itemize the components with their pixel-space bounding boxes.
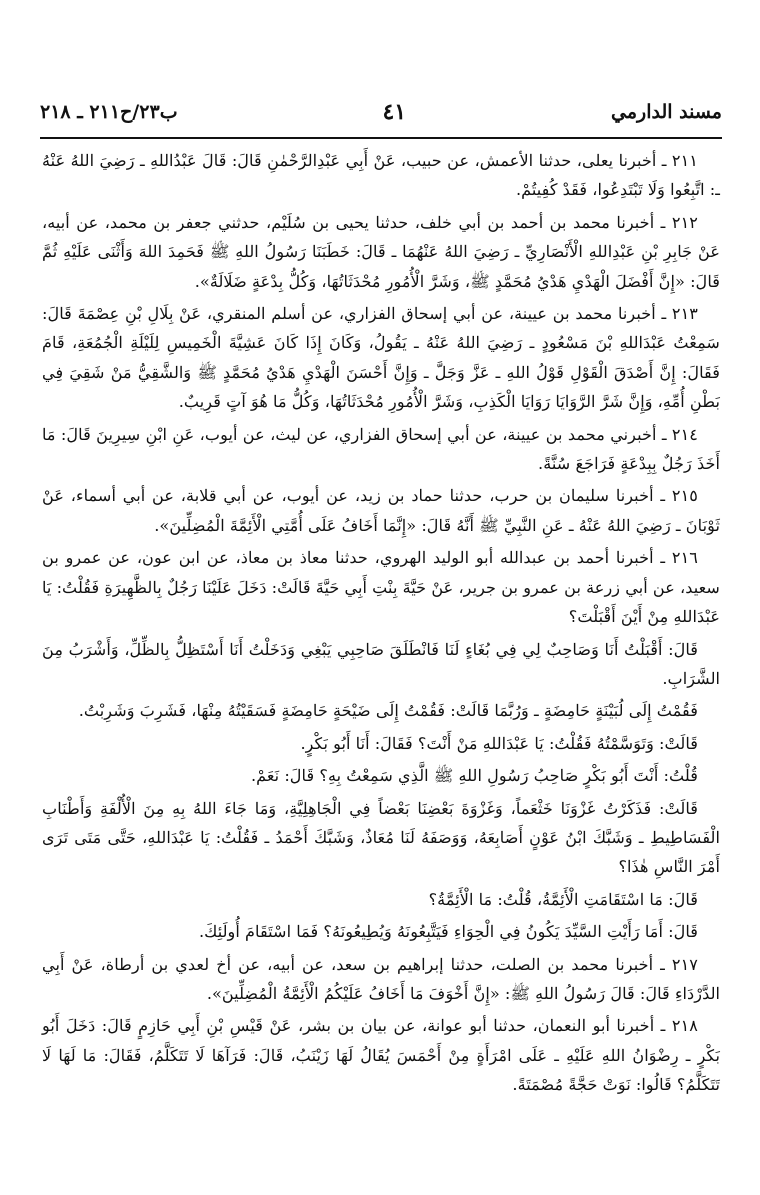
hadith-216-continuation: قَالَتْ: فَذَكَرْتُ غَزْوَنَا خَثْعَماً، وَغَزْوَةَ بَعْضِنَا بَعْضاً فِي الْجَاهِلِيَّةِ، وَمَا جَاءَ اللهُ بِهِ مِنَ الْأُلْفَةِ وَأَطْنَابِ الْفَسَاطِيطِ ـ وَشَبَّكَ ابْنُ عَوْنٍ أَصَابِعَهُ، وَوَصَفَهُ لَنَا مُعَاذٌ، وَشَبَّكَ أَحْمَدُ ـ فَقُلْتُ: يَا عَبْدَاللهِ، حَتَّى مَتَى تَرَى أَمْرَ النَّاسِ هٰذَا؟	[42, 798, 720, 877]
hadith-216-continuation: قَالَ: مَا اسْتَقَامَتِ الْأَئِمَّةُ، قُلْتُ: مَا الْأَئِمَّةُ؟	[428, 889, 698, 909]
hadith-215: ٢١٥ ـ أخبرنا سليمان بن حرب، حدثنا حماد بن زيد، عن أيوب، عن أبي قلابة، عن أبي أسماء، عَنْ ثَوْبَانَ ـ رَضِيَ اللهُ عَنْهُ ـ عَنِ النَّبِيِّ ﷺ أَنَّهُ قَالَ: «إِنَّمَا أَخَافُ عَلَى أُمَّتِي الْأَئِمَّةَ الْمُضِلِّينَ».	[42, 486, 720, 535]
hadith-214: ٢١٤ ـ أخبرني محمد بن عيينة، عن أبي إسحاق الفزاري، عن ليث، عن أيوب، عَنِ ابْنِ سِيرِينَ قَالَ: مَا أَخَذَ رَجُلٌ بِبِدْعَةٍ فَرَاجَعَ سُنَّةً.	[42, 424, 720, 474]
hadith-218: ٢١٨ ـ أخبرنا أبو النعمان، حدثنا أبو عوانة، عن بيان بن بشر، عَنْ قَيْسِ بْنِ أَبِي حَازِمٍ قَالَ: دَخَلَ أَبُو بَكْرٍ ـ رِضْوَانُ اللهِ عَلَيْهِ ـ عَلَى امْرَأَةٍ مِنْ أَحْمَسَ يُقَالُ لَهَا زَيْنَبُ، قَالَ: فَرَآهَا لَا تَتَكَلَّمُ، فَقَالَ: مَا لَهَا لَا تَتَكَلَّمُ؟ قَالُوا: نَوَتْ حَجَّةً مُصْمَتَةً.	[42, 1016, 720, 1095]
hadith-216-continuation: قَالَ: أَمَا رَأَيْتِ السَّيِّدَ يَكُونُ فِي الْحِوَاءِ فَيَتَّبِعُونَهُ وَيُطِيعُونَهُ؟ فَمَا اسْتَقَامَ أُولَئِكَ.	[198, 922, 698, 942]
hadith-211: ٢١١ ـ أخبرنا يعلى، حدثنا الأعمش، عن حبيب، عَنْ أَبِي عَبْدِالرَّحْمٰنِ قَالَ: قَالَ عَبْدُاللهِ ـ رَضِيَ اللهُ عَنْهُ ـ: اتَّبِعُوا وَلَا تَبْتَدِعُوا، فَقَدْ كُفِيتُمْ.	[42, 151, 720, 200]
hadith-216: ٢١٦ ـ أخبرنا أحمد بن عبدالله أبو الوليد الهروي، حدثنا معاذ بن معاذ، عن ابن عون، عن عمرو بن سعيد، عن أبي زرعة بن عمرو بن جرير، عَنْ حَيَّةَ بِنْتِ أَبِي حَيَّةَ قَالَتْ: دَخَلَ عَلَيْنَا رَجُلٌ بِالظَّهِيرَةِ فَقُلْتُ: يَا عَبْدَاللهِ مِنْ أَيْنَ أَقْبَلْتَ؟	[42, 548, 720, 627]
book-title: مسند الدارمي	[611, 101, 722, 123]
hadith-216-continuation: قَالَتْ: وَتَوَسَّمْتُهُ فَقُلْتُ: يَا عَبْدَاللهِ مَنْ أَنْتَ؟ فَقَالَ: أَنَا أَبُو بَكْرٍ.	[300, 733, 698, 753]
hadith-217: ٢١٧ ـ أخبرنا محمد بن الصلت، حدثنا إبراهيم بن سعد، عن أبيه، عن أخ لعدي بن أرطاة، عَنْ أَبِي الدَّرْدَاءِ قَالَ: قَالَ رَسُولُ اللهِ ﷺ: «إِنَّ أَخْوَفَ مَا أَخَافُ عَلَيْكُمُ الْأَئِمَّةُ الْمُضِلِّينَ».	[42, 954, 720, 1003]
page-header	[40, 92, 722, 132]
hadith-range: ب٢٣/ح٢١١ ـ ٢١٨	[40, 101, 178, 123]
hadith-212: ٢١٢ ـ أخبرنا محمد بن أحمد بن أبي خلف، حدثنا يحيى بن سُلَيْم، حدثني جعفر بن محمد، عن أبيه، عَنْ جَابِرِ بْنِ عَبْدِاللهِ الْأَنْصَارِيِّ ـ رَضِيَ اللهُ عَنْهُمَا ـ قَالَ: خَطَبَنَا رَسُولُ اللهِ ﷺ فَحَمِدَ اللهَ وَأَثْنَى عَلَيْهِ ثُمَّ قَالَ: «إِنَّ أَفْضَلَ الْهَدْيِ هَدْيُ مُحَمَّدٍ ﷺ، وَشَرَّ الْأُمُورِ مُحْدَثَاتُهَا، وَكُلُّ بِدْعَةٍ ضَلَالَةٌ».	[42, 212, 720, 291]
hadith-216-continuation: قُلْتُ: أَنْتَ أَبُو بَكْرٍ صَاحِبُ رَسُولِ اللهِ ﷺ الَّذِي سَمِعْتُ بِهِ؟ قَالَ: نَعَمْ.	[250, 766, 698, 786]
hadith-213: ٢١٣ ـ أخبرنا محمد بن عيينة، عن أبي إسحاق الفزاري، عن أسلم المنقري، عَنْ بِلَالِ بْنِ عِصْمَةَ قَالَ: سَمِعْتُ عَبْدَاللهِ بْنَ مَسْعُودٍ ـ رَضِيَ اللهُ عَنْهُ ـ يَقُولُ، وَكَانَ إِذَا كَانَ عَشِيَّةَ الْخَمِيسِ لِلَيْلَةِ الْجُمُعَةِ، قَامَ فَقَالَ: إِنَّ أَصْدَقَ الْقَوْلِ قَوْلُ اللهِ ـ عَزَّ وَجَلَّ ـ وَإِنَّ أَحْسَنَ الْهَدْيِ هَدْيُ مُحَمَّدٍ ﷺ وَالشَّقِيُّ مَنْ شَقِيَ فِي بَطْنِ أُمِّهِ، وَإِنَّ شَرَّ الرَّوَايَا رَوَايَا الْكَذِبِ، وَشَرَّ الْأُمُورِ مُحْدَثَاتُهَا، وَكُلُّ مَا هُوَ آتٍ قَرِيبٌ.	[42, 304, 720, 412]
body-text	[42, 146, 720, 1103]
hadith-216-continuation: قَالَ: أَقْبَلْتُ أَنَا وَصَاحِبٌ لِي فِي بُغَاءٍ لَنَا فَانْطَلَقَ صَاحِبِي يَبْغِي وَدَخَلْتُ أَنَا أَسْتَظِلُّ بِالظِّلِّ، وَأَشْرَبُ مِنَ الشَّرَابِ.	[42, 639, 720, 688]
header-divider	[40, 137, 722, 139]
page-number: ٤١	[382, 99, 407, 125]
hadith-216-continuation: فَقُمْتُ إِلَى لُبَيْنَةٍ حَامِضَةٍ ـ وَرُبَّمَا قَالَتْ: فَقُمْتُ إِلَى ضَيْحَةٍ حَامِضَةٍ فَسَقَيْتُهُ مِنْهَا، فَشَرِبَ وَشَرِبْتُ.	[78, 701, 698, 721]
